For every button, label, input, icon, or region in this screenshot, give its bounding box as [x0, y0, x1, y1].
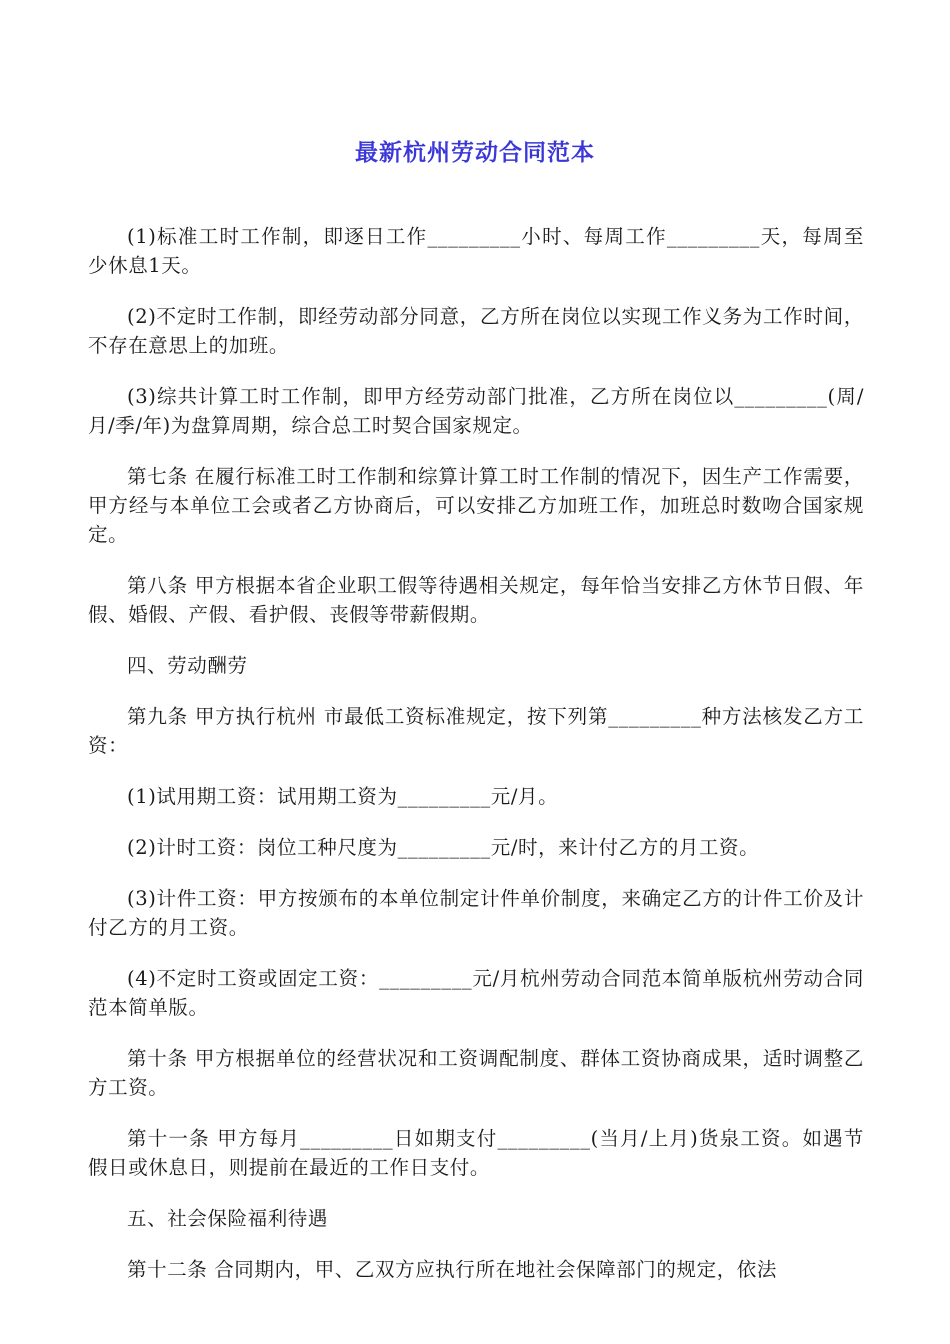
section-heading-remuneration: 四、劳动酬劳 — [127, 654, 248, 677]
document-body — [88, 222, 864, 1306]
paragraph-fixed-wage: (4)不定时工资或固定工资：_________元/月杭州劳动合同范本简单版杭州劳动合同范本简单版。 — [88, 967, 864, 1019]
paragraph-hourly-wage: (2)计时工资：岗位工种尺度为_________元/时，来计付乙方的月工资。 — [127, 836, 760, 859]
paragraph-article-12: 第十二条 合同期内，甲、乙双方应执行所在地社会保障部门的规定，依法 — [127, 1258, 777, 1281]
section-heading-social-insurance: 五、社会保险福利待遇 — [127, 1207, 329, 1230]
document-title: 最新杭州劳动合同范本 — [355, 140, 595, 166]
paragraph-standard-hours: (1)标准工时工作制，即逐日工作_________小时、每周工作_________天，每周至少休息1天。 — [88, 225, 864, 277]
paragraph-piece-wage: (3)计件工资：甲方按颁布的本单位制定计件单价制度，来确定乙方的计件工价及计付乙方的月工资。 — [88, 887, 864, 939]
paragraph-article-9: 第九条 甲方执行杭州 市最低工资标准规定，按下列第_________种方法核发乙方工资： — [88, 705, 864, 757]
paragraph-probation-wage: (1)试用期工资：试用期工资为_________元/月。 — [127, 785, 559, 808]
paragraph-article-11: 第十一条 甲方每月_________日如期支付_________(当月/上月)货泉工资。如遇节假日或休息日，则提前在最近的工作日支付。 — [88, 1127, 864, 1179]
paragraph-article-8: 第八条 甲方根据本省企业职工假等待遇相关规定，每年恰当安排乙方休节日假、年假、婚假、产假、看护假、丧假等带薪假期。 — [88, 574, 864, 626]
paragraph-article-7: 第七条 在履行标准工时工作制和综算计算工时工作制的情况下，因生产工作需要，甲方经与本单位工会或者乙方协商后，可以安排乙方加班工作，加班总时数吻合国家规定。 — [88, 465, 864, 546]
paragraph-article-10: 第十条 甲方根据单位的经营状况和工资调配制度、群体工资协商成果，适时调整乙方工资。 — [88, 1047, 864, 1099]
paragraph-comprehensive-hours: (3)综共计算工时工作制，即甲方经劳动部门批准，乙方所在岗位以_________(周/月/季/年)为盘算周期，综合总工时契合国家规定。 — [88, 385, 864, 437]
paragraph-flexible-hours: (2)不定时工作制，即经劳动部分同意，乙方所在岗位以实现工作义务为工作时间，不存在意思上的加班。 — [88, 305, 864, 357]
